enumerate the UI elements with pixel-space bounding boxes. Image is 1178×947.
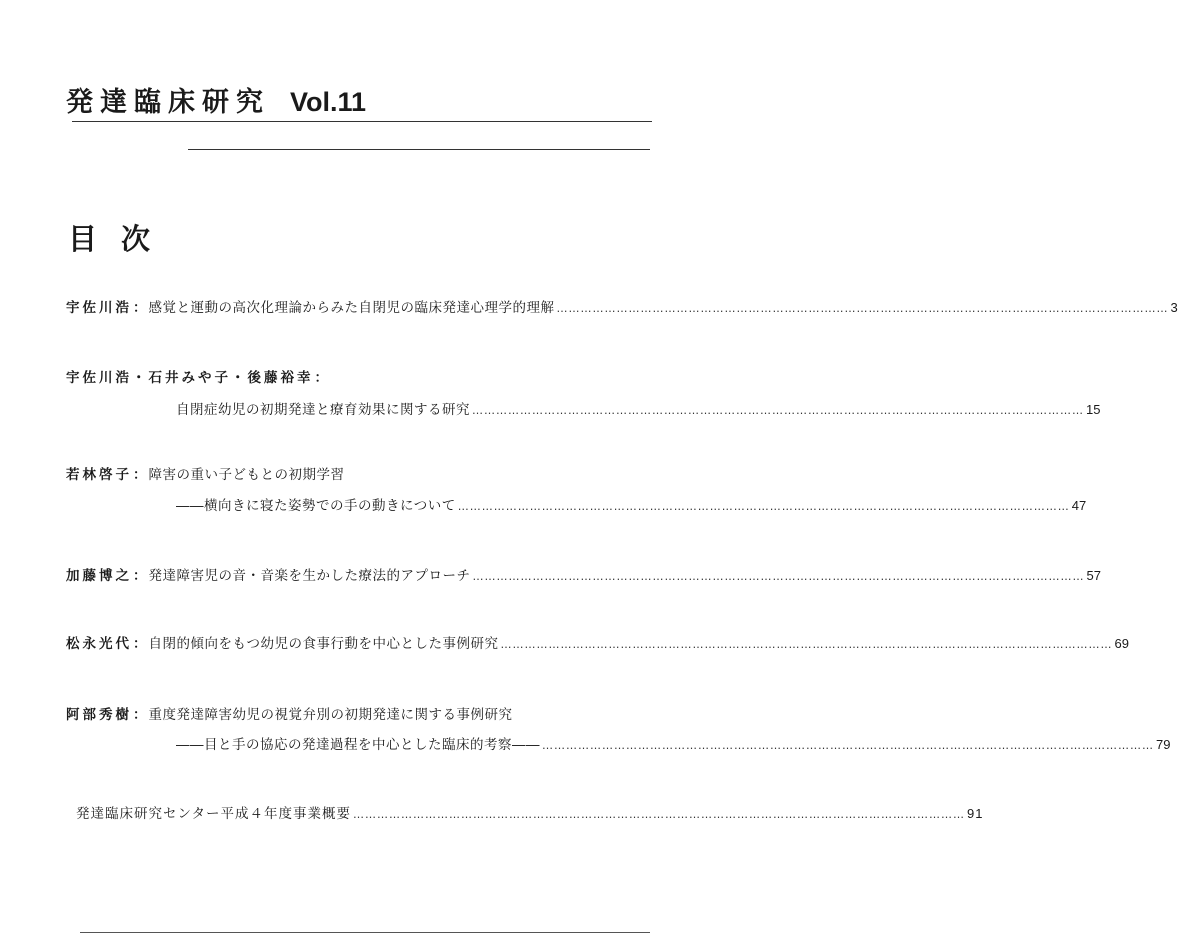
- entry-separator: ：: [133, 300, 147, 316]
- journal-name: 発達臨床研究: [66, 87, 270, 118]
- toc-entry-subtitle[interactable]: [176, 494, 1087, 514]
- toc-entry[interactable]: [66, 632, 1129, 652]
- entry-page: 47: [1071, 498, 1087, 513]
- entry-page: 57: [1086, 568, 1101, 583]
- entry-page: 3: [1170, 300, 1178, 315]
- entry-author: 宇佐川浩: [66, 300, 132, 316]
- toc-heading: 目次: [68, 222, 175, 256]
- entry-separator: ：: [314, 370, 328, 386]
- toc-entry[interactable]: [66, 564, 1101, 584]
- toc-entry[interactable]: [66, 463, 345, 483]
- entry-author: 宇佐川浩・石井みや子・後藤裕幸: [66, 370, 314, 386]
- center-org: 発達臨床研究センター: [76, 806, 221, 822]
- center-report-title: 平成４年度事業概要: [220, 806, 351, 822]
- entry-separator: ：: [133, 707, 147, 723]
- entry-separator: ：: [133, 568, 147, 584]
- entry-title: 感覚と運動の高次化理論からみた自閉児の臨床発達心理学的理解: [148, 300, 555, 316]
- entry-title: 重度発達障害幼児の視覚弁別の初期発達に関する事例研究: [148, 707, 513, 723]
- entry-page: 79: [1156, 737, 1171, 752]
- entry-subtitle: ――目と手の協応の発達過程を中心とした臨床的考察――: [176, 737, 540, 753]
- entry-page: 15: [1086, 402, 1101, 417]
- toc-entry-center-report[interactable]: [76, 802, 984, 822]
- toc-entry[interactable]: [176, 398, 1101, 418]
- entry-page: 69: [1114, 636, 1129, 651]
- toc-entry[interactable]: [66, 703, 513, 723]
- entry-title: 障害の重い子どもとの初期学習: [148, 467, 345, 483]
- header-rule-bottom: [188, 149, 650, 150]
- entry-separator: ：: [133, 467, 147, 483]
- leader-dots: ………………………………………………………………………………………………………………………………………: [472, 404, 1084, 417]
- entry-title: 自閉的傾向をもつ幼児の食事行動を中心とした事例研究: [148, 636, 499, 652]
- leader-dots: ………………………………………………………………………………………………………………………………………: [352, 808, 965, 821]
- entry-author: 加藤博之: [66, 568, 132, 584]
- leader-dots: ………………………………………………………………………………………………………………………………………: [556, 302, 1169, 315]
- entry-author: 松永光代: [66, 636, 132, 652]
- header-rule-top: [72, 121, 652, 122]
- entry-author: 阿部秀樹: [66, 707, 132, 723]
- entry-author: 若林啓子: [66, 467, 132, 483]
- entry-page: 91: [966, 806, 984, 821]
- entry-subtitle: ――横向きに寝た姿勢での手の動きについて: [176, 498, 456, 514]
- leader-dots: ………………………………………………………………………………………………………………………………………: [457, 500, 1070, 513]
- leader-dots: ………………………………………………………………………………………………………………………………………: [472, 570, 1085, 583]
- entry-title: 自閉症幼児の初期発達と療育効果に関する研究: [176, 402, 470, 418]
- toc-entry[interactable]: [66, 296, 1178, 316]
- entry-title: 発達障害児の音・音楽を生かした療法的アプローチ: [148, 568, 471, 584]
- toc-entry-authors[interactable]: [66, 366, 330, 386]
- entry-separator: ：: [133, 636, 147, 652]
- journal-title: [66, 80, 366, 119]
- leader-dots: ………………………………………………………………………………………………………………………………………: [542, 739, 1154, 752]
- footer-rule: [80, 932, 650, 933]
- volume-label: Vol.11: [290, 87, 367, 117]
- leader-dots: ………………………………………………………………………………………………………………………………………: [500, 638, 1113, 651]
- toc-entry-subtitle[interactable]: [176, 733, 1171, 753]
